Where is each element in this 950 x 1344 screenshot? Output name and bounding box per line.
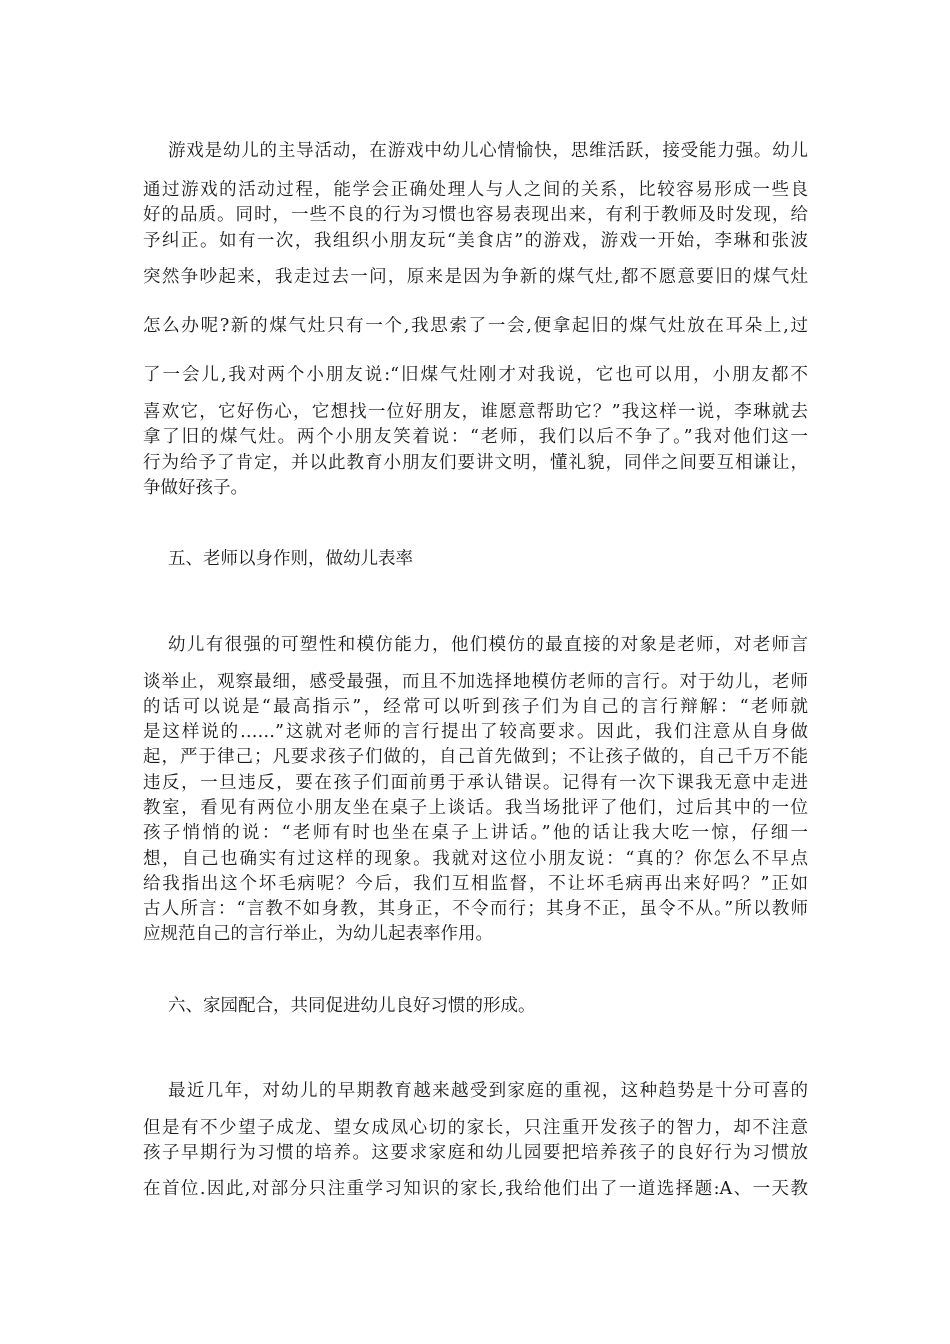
paragraph-line: 通过游戏的活动过程，能学会正确处理人与人之间的关系，比较容易形成一些良 bbox=[143, 180, 808, 200]
paragraph-line: 怎么办呢?新的煤气灶只有一个,我思索了一会,便拿起旧的煤气灶放在耳朵上,过 bbox=[143, 316, 808, 336]
paragraph-line: 喜欢它，它好伤心，它想找一位好朋友，谁愿意帮助它？”我这样一说，李琳就去 bbox=[143, 402, 808, 422]
paragraph-line: 行为给予了肯定，并以此教育小朋友们要讲文明，懂礼貌，同伴之间要互相谦让， bbox=[143, 453, 808, 473]
paragraph-line: 起，严于律己；凡要求孩子们做的，自己首先做到；不让孩子做的，自己千万不能 bbox=[143, 747, 808, 767]
paragraph-line: 幼儿有很强的可塑性和模仿能力，他们模仿的最直接的对象是老师，对老师言 bbox=[168, 635, 808, 655]
paragraph-line: 孩子悄悄的说：“老师有时也坐在桌子上讲话。”他的话让我大吃一惊，仔细一 bbox=[143, 823, 808, 843]
paragraph-line: 违反，一旦违反，要在孩子们面前勇于承认错误。记得有一次下课我无意中走进 bbox=[143, 773, 808, 793]
paragraph-line: 好的品质。同时，一些不良的行为习惯也容易表现出来，有利于教师及时发现，给 bbox=[143, 205, 808, 225]
paragraph-line: 的话可以说是“最高指示”，经常可以听到孩子们为自己的言行辩解：“老师就 bbox=[143, 697, 808, 717]
section-heading: 五、老师以身作则，做幼儿表率 bbox=[168, 549, 413, 569]
paragraph-line: 想，自己也确实有过这样的现象。我就对这位小朋友说：“真的？你怎么不早点 bbox=[143, 849, 808, 869]
paragraph-line: 给我指出这个坏毛病呢？今后，我们互相监督，不让坏毛病再出来好吗？”正如 bbox=[143, 874, 808, 894]
paragraph-line: 在首位.因此,对部分只注重学习知识的家长,我给他们出了一道选择题:A、一天教 bbox=[143, 1179, 808, 1199]
paragraph-line: 争做好孩子。 bbox=[143, 478, 248, 498]
paragraph-line: 予纠正。如有一次，我组织小朋友玩“美食店”的游戏，游戏一开始，李琳和张波 bbox=[143, 231, 808, 251]
paragraph-line: 拿了旧的煤气灶。两个小朋友笑着说：“老师，我们以后不争了。”我对他们这一 bbox=[143, 427, 808, 447]
paragraph-line: 古人所言：“言教不如身教，其身正，不令而行；其身不正，虽令不从。”所以教师 bbox=[143, 899, 808, 919]
paragraph-line: 孩子早期行为习惯的培养。这要求家庭和幼儿园要把培养孩子的良好行为习惯放 bbox=[143, 1143, 808, 1163]
paragraph-line: 了一会儿,我对两个小朋友说:“旧煤气灶刚才对我说，它也可以用，小朋友都不 bbox=[143, 365, 808, 385]
paragraph-line: 教室，看见有两位小朋友坐在桌子上谈话。我当场批评了他们，过后其中的一位 bbox=[143, 798, 808, 818]
paragraph-line: 突然争吵起来，我走过去一问，原来是因为争新的煤气灶,都不愿意要旧的煤气灶 bbox=[143, 267, 808, 287]
paragraph-line: 应规范自己的言行举止，为幼儿起表率作用。 bbox=[143, 924, 493, 944]
paragraph-line: 是这样说的……”这就对老师的言行提出了较高要求。因此，我们注意从自身做 bbox=[143, 722, 808, 742]
paragraph-line: 但是有不少望子成龙、望女成凤心切的家长，只注重开发孩子的智力，却不注意 bbox=[143, 1118, 808, 1138]
paragraph-line: 谈举止，观察最细，感受最强，而且不加选择地模仿老师的言行。对于幼儿，老师 bbox=[143, 672, 808, 692]
paragraph-line: 游戏是幼儿的主导活动，在游戏中幼儿心情愉快，思维活跃，接受能力强。幼儿 bbox=[168, 141, 808, 161]
paragraph-line: 最近几年，对幼儿的早期教育越来越受到家庭的重视，这种趋势是十分可喜的 bbox=[168, 1081, 808, 1101]
section-heading: 六、家园配合，共同促进幼儿良好习惯的形成。 bbox=[168, 996, 536, 1016]
